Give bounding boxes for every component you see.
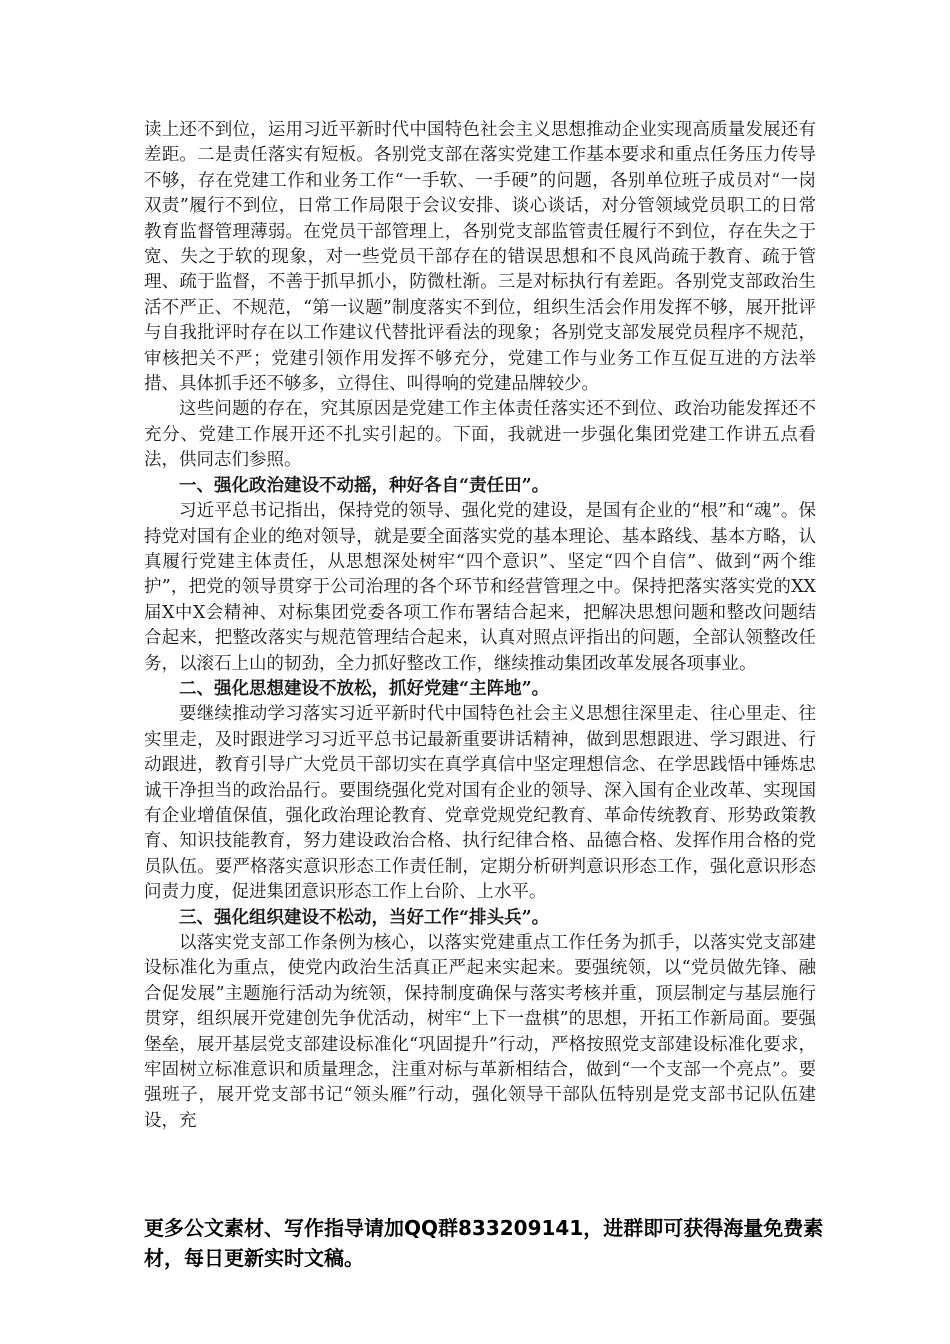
document-body [144, 118, 816, 1134]
section-heading-organizational: 三、强化组织建设不松动，当好工作“排头兵”。 [179, 907, 550, 928]
paragraph-causes: 这些问题的存在，究其原因是党建工作主体责任落实还不到位、政治功能发挥还不充分、党建工作展开还不扎实引起的。下面，我就进一步强化集团党建工作讲五点看法，供同志们参照。 [144, 399, 816, 471]
paragraph-ideological: 要继续推动学习落实习近平新时代中国特色社会主义思想往深里走、往心里走、往实里走，及时跟进学习习近平总书记最新重要讲话精神，做到思想跟进、学习跟进、行动跟进，教育引导广大党员干部切实在真学真信中坚定理想信念、在学思践悟中锤炼忠诚干净担当的政治品行。要围绕强化党对国有企业的领导、深入国有企业改革、实现国有企业增值保值，强化政治理论教育、党章党规党纪教育、革命传统教育、形势政策教育、知识技能教育，努力建设政治合格、执行纪律合格、品德合格、发挥作用合格的党员队伍。要严格落实意识形态工作责任制，定期分析研判意识形态工作，强化意识形态问责力度，促进集团意识形态工作上台阶、上水平。 [144, 704, 816, 903]
section-heading-political: 一、强化政治建设不动摇，种好各自“责任田”。 [179, 475, 550, 496]
paragraph-problems-continued: 读上还不到位，运用习近平新时代中国特色社会主义思想推动企业实现高质量发展还有差距。二是责任落实有短板。各别党支部在落实党建工作基本要求和重点任务压力传导不够，存在党建工作和业务工作“一手软、一手硬”的问题，各别单位班子成员对“一岗双责”履行不到位，日常工作局限于会议安排、谈心谈话，对分管领域党员职工的日常教育监督管理薄弱。在党员干部管理上，各别党支部监管责任履行不到位，存在失之于宽、失之于软的现象，对一些党员干部存在的错误思想和不良风尚疏于教育、疏于管理、疏于监督，不善于抓早抓小，防微杜渐。三是对标执行有差距。各别党支部政治生活不严正、不规范，“第一议题”制度落实不到位，组织生活会作用发挥不够，展开批评与自我批评时存在以工作建议代替批评看法的现象；各别党支部发展党员程序不规范，审核把关不严；党建引领作用发挥不够充分，党建工作与业务工作互促互进的方法举措、具体抓手还不够多，立得住、叫得响的党建品牌较少。 [144, 120, 816, 395]
section-heading-ideological: 二、强化思想建设不放松，抓好党建“主阵地”。 [179, 678, 550, 699]
paragraph-political: 习近平总书记指出，保持党的领导、强化党的建设，是国有企业的“根”和“魂”。保持党对国有企业的绝对领导，就是要全面落实党的基本理论、基本路线、基本方略，认真履行党建主体责任，从思想深处树牢“四个意识”、坚定“四个自信”、做到“两个维护”，把党的领导贯穿于公司治理的各个环节和经营管理之中。保持把落实落实党的XX届X中X会精神、对标集团党委各项工作布署结合起来，把解决思想问题和整改问题结合起来，把整改落实与规范管理结合起来，认真对照点评指出的问题，全部认领整改任务，以滚石上山的韧劲，全力抓好整改工作，继续推动集团改革发展各项事业。 [144, 501, 816, 674]
paragraph-organizational: 以落实党支部工作条例为核心，以落实党建重点工作任务为抓手，以落实党支部建设标准化为重点，使党内政治生活真正严起来实起来。要强统领，以“党员做先锋、融合促发展”主题施行活动为统领，保持制度确保与落实考核并重，顶层制定与基层施行贯穿，组织展开党建创先争优活动，树牢“上下一盘棋”的思想，开拓工作新局面。要强堡垒，展开基层党支部建设标准化“巩固提升”行动，严格按照党支部建设标准化要求，牢固树立标准意识和质量理念，注重对标与革新相结合，做到“一个支部一个亮点”。要强班子，展开党支部书记“领头雁”行动，强化领导干部队伍特别是党支部书记队伍建设，充 [144, 933, 816, 1131]
footer-promo-note: 更多公文素材、写作指导请加QQ群833209141，进群即可获得海量免费素材，每日更新实时文稿。 [144, 1216, 824, 1270]
